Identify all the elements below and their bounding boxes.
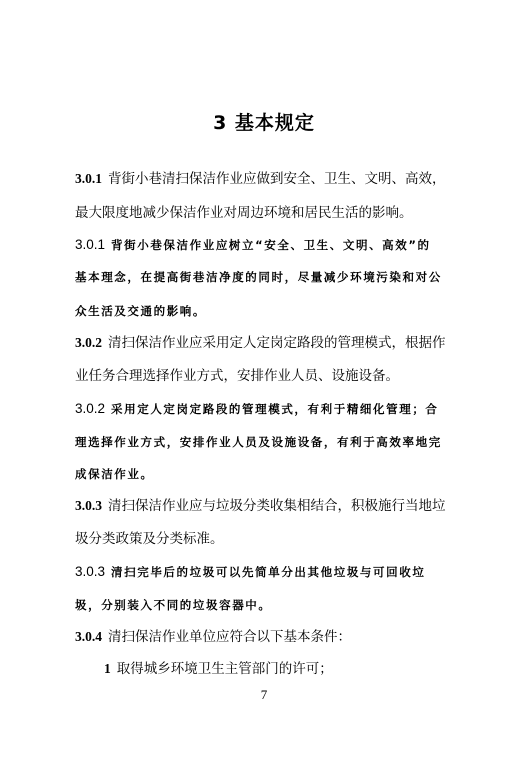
page-number: 7 [260,687,268,702]
clause-text: 清扫保洁作业应与垃圾分类收集相结合，积极施行当地垃 [108,498,446,514]
clause-3-0-2-line-1 [75,334,446,352]
clause-3-0-1-line-1 [75,170,446,188]
explanation-3-0-2-line-2: 理选择作业方式，安排作业人员及设施设备，有利于高效率地完 [75,435,442,449]
clause-number: 3.0.4 [75,629,102,644]
explanation-3-0-2-line-1 [75,400,439,418]
explanation-3-0-3-line-2: 圾，分别装入不同的垃圾容器中。 [75,598,272,612]
chapter-title: 3 基本规定 [213,112,315,134]
clause-text: 清扫保洁作业应采用定人定岗定路段的管理模式，根据作 [108,335,446,351]
clause-number: 3.0.1 [75,171,102,186]
explanation-text: 背街小巷保洁作业应树立“安全、卫生、文明、高效”的 [111,238,431,252]
clause-3-0-2-line-2: 业任务合理选择作业方式，安排作业人员、设施设备。 [75,368,399,384]
clause-3-0-3-line-1 [75,497,446,515]
clause-number: 3.0.3 [75,498,102,513]
clause-3-0-3-line-2: 圾分类政策及分类标准。 [75,531,224,547]
explanation-number: 3.0.3 [75,564,106,579]
list-item-number: 1 [104,661,111,676]
explanation-text: 清扫完毕后的垃圾可以先简单分出其他垃圾与可回收垃 [111,565,426,579]
explanation-number: 3.0.1 [75,237,106,252]
explanation-3-0-1-line-2: 基本理念，在提高街巷洁净度的同时，尽量减少环境污染和对公 [75,270,442,284]
explanation-number: 3.0.2 [75,401,106,416]
explanation-3-0-2-line-3: 成保洁作业。 [75,467,154,481]
explanation-3-0-1-line-1 [75,236,431,254]
clause-text: 背街小巷清扫保洁作业应做到安全、卫生、文明、高效， [108,171,446,187]
list-item-text: 取得城乡环境卫生主管部门的许可； [116,661,333,677]
clause-3-0-4-line-1 [75,628,351,646]
clause-text: 清扫保洁作业单位应符合以下基本条件： [108,629,351,645]
explanation-3-0-3-line-1 [75,563,425,581]
clause-number: 3.0.2 [75,335,102,350]
explanation-text: 采用定人定岗定路段的管理模式，有利于精细化管理；合 [111,402,439,416]
explanation-3-0-1-line-3: 众生活及交通的影响。 [75,304,206,318]
clause-3-0-4-item-1 [104,660,333,678]
clause-3-0-1-line-2: 最大限度地减少保洁作业对周边环境和居民生活的影响。 [75,205,413,221]
